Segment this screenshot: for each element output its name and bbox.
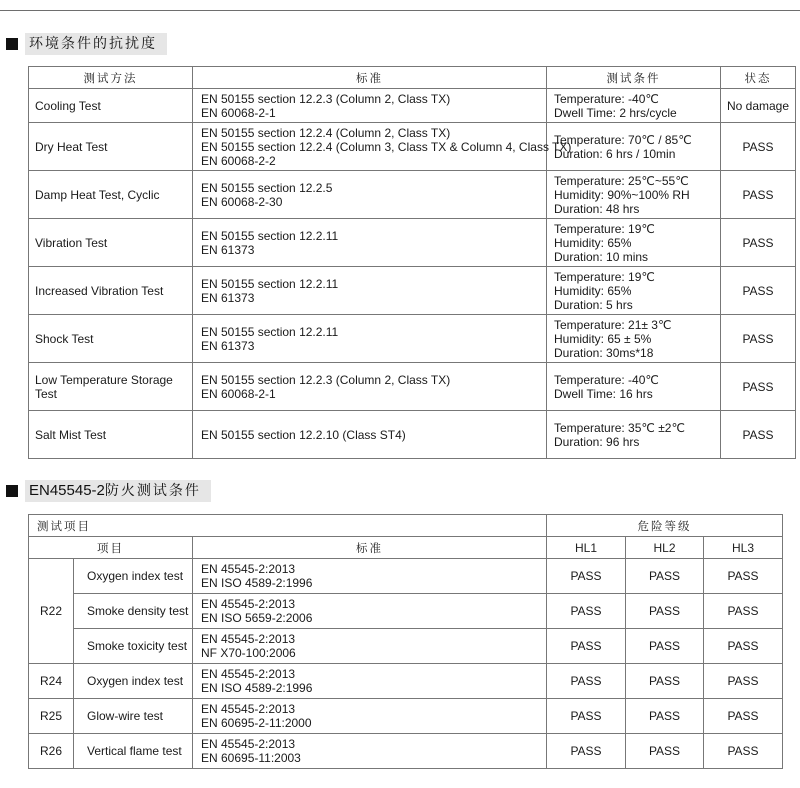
standard-line: EN 50155 section 12.2.10 (Class ST4) (201, 427, 406, 442)
standard-line: EN 50155 section 12.2.4 (Column 2, Class TX) (201, 125, 451, 140)
standard-line: EN 50155 section 12.2.11 (201, 276, 339, 291)
hl2-result: PASS (626, 559, 704, 594)
table-row (29, 267, 796, 315)
section-title: 环境条件的抗扰度 (25, 33, 167, 55)
test-item: Smoke toxicity test (74, 629, 193, 664)
fire-test-table (28, 514, 783, 769)
environment-table (28, 66, 796, 459)
test-item: Oxygen index test (74, 664, 193, 699)
standard-line: EN 61373 (201, 290, 255, 305)
standard-cell (193, 594, 547, 629)
header-test-method: 测试方法 (29, 67, 193, 89)
standard-line: EN ISO 5659-2:2006 (201, 611, 313, 625)
hl2-result: PASS (626, 664, 704, 699)
condition-line: Duration: 10 mins (554, 249, 649, 264)
condition-line: Duration: 5 hrs (554, 297, 633, 312)
hl3-result: PASS (704, 699, 783, 734)
section-title-prefix: EN45545-2 (29, 482, 105, 499)
standard-cell (193, 363, 547, 411)
test-name: Cooling Test (29, 89, 193, 123)
header-hazard-level: 危险等级 (547, 515, 783, 537)
standard-cell (193, 411, 547, 459)
standard-line: EN 50155 section 12.2.3 (Column 2, Class TX) (201, 91, 451, 106)
condition-line: Temperature: -40℃ (554, 372, 659, 387)
standard-cell (193, 171, 547, 219)
hl1-result: PASS (547, 594, 626, 629)
standard-line: EN 60695-11:2003 (201, 751, 301, 765)
test-name: Low Temperature Storage Test (29, 363, 193, 411)
status-cell: PASS (721, 315, 796, 363)
condition-line: Temperature: 35℃ ±2℃ (554, 420, 685, 435)
conditions-cell (547, 315, 721, 363)
hl2-result: PASS (626, 699, 704, 734)
condition-line: Duration: 48 hrs (554, 201, 640, 216)
conditions-cell (547, 123, 721, 171)
standard-line: EN 45545-2:2013 (201, 667, 296, 681)
condition-line: Humidity: 65% (554, 235, 632, 250)
table-row (29, 559, 783, 594)
table-row (29, 411, 796, 459)
header-hl2: HL2 (626, 537, 704, 559)
conditions-cell (547, 267, 721, 315)
test-name: Dry Heat Test (29, 123, 193, 171)
hl1-result: PASS (547, 629, 626, 664)
condition-line: Temperature: 70℃ / 85℃ (554, 132, 692, 147)
table-subheader-row (29, 537, 783, 559)
standard-line: EN 50155 section 12.2.3 (Column 2, Class TX) (201, 372, 451, 387)
test-item: Vertical flame test (74, 734, 193, 769)
hl1-result: PASS (547, 664, 626, 699)
group-code: R24 (29, 664, 74, 699)
standard-cell (193, 699, 547, 734)
condition-line: Dwell Time: 2 hrs/cycle (554, 105, 677, 120)
standard-cell (193, 664, 547, 699)
standard-line: EN ISO 4589-2:1996 (201, 681, 313, 695)
table-row (29, 363, 796, 411)
standard-line: EN 50155 section 12.2.11 (201, 228, 339, 243)
test-item: Oxygen index test (74, 559, 193, 594)
group-code: R22 (29, 559, 74, 664)
status-cell: PASS (721, 363, 796, 411)
status-cell: No damage (721, 89, 796, 123)
conditions-cell (547, 411, 721, 459)
table-row (29, 89, 796, 123)
table-header-row (29, 67, 796, 89)
standard-line: EN 60068-2-1 (201, 105, 276, 120)
square-bullet-icon (6, 38, 18, 50)
section-heading-fire (6, 480, 211, 502)
standard-line: EN 45545-2:2013 (201, 737, 296, 751)
status-cell: PASS (721, 267, 796, 315)
header-standard: 标准 (193, 537, 547, 559)
test-name: Shock Test (29, 315, 193, 363)
header-status: 状态 (721, 67, 796, 89)
hl1-result: PASS (547, 559, 626, 594)
hl2-result: PASS (626, 629, 704, 664)
square-bullet-icon (6, 485, 18, 497)
table-row (29, 699, 783, 734)
table-row (29, 219, 796, 267)
hl3-result: PASS (704, 734, 783, 769)
table-row (29, 171, 796, 219)
condition-line: Temperature: 19℃ (554, 269, 655, 284)
section-title (25, 480, 211, 502)
test-name: Increased Vibration Test (29, 267, 193, 315)
table-row (29, 123, 796, 171)
hl2-result: PASS (626, 594, 704, 629)
condition-line: Temperature: -40℃ (554, 91, 659, 106)
standard-line: EN 50155 section 12.2.11 (201, 324, 339, 339)
condition-line: Temperature: 21± 3℃ (554, 317, 672, 332)
header-hl3: HL3 (704, 537, 783, 559)
header-test-item: 测试项目 (29, 515, 547, 537)
standard-line: NF X70-100:2006 (201, 646, 296, 660)
group-code: R26 (29, 734, 74, 769)
table-row (29, 664, 783, 699)
condition-line: Duration: 6 hrs / 10min (554, 146, 676, 161)
condition-line: Dwell Time: 16 hrs (554, 386, 653, 401)
standard-line: EN 45545-2:2013 (201, 597, 296, 611)
hl1-result: PASS (547, 699, 626, 734)
standard-line: EN 60068-2-2 (201, 153, 276, 168)
standard-cell (193, 219, 547, 267)
test-name: Damp Heat Test, Cyclic (29, 171, 193, 219)
hl3-result: PASS (704, 559, 783, 594)
section-title-suffix: 防火测试条件 (104, 483, 201, 499)
conditions-cell (547, 219, 721, 267)
standard-cell (193, 559, 547, 594)
hl3-result: PASS (704, 664, 783, 699)
condition-line: Humidity: 90%~100% RH (554, 187, 690, 202)
standard-cell (193, 315, 547, 363)
header-item: 项目 (29, 537, 193, 559)
status-cell: PASS (721, 411, 796, 459)
standard-line: EN 45545-2:2013 (201, 702, 296, 716)
top-rule (0, 10, 800, 11)
standard-cell (193, 629, 547, 664)
conditions-cell (547, 363, 721, 411)
standard-cell (193, 123, 572, 171)
group-code: R25 (29, 699, 74, 734)
table-row (29, 629, 783, 664)
condition-line: Humidity: 65 ± 5% (554, 331, 652, 346)
section-heading-environment (6, 33, 167, 55)
header-test-conditions: 测试条件 (547, 67, 721, 89)
standard-line: EN ISO 4589-2:1996 (201, 576, 313, 590)
hl1-result: PASS (547, 734, 626, 769)
standard-cell (193, 734, 547, 769)
conditions-cell (547, 89, 721, 123)
test-name: Salt Mist Test (29, 411, 193, 459)
condition-line: Temperature: 19℃ (554, 221, 655, 236)
standard-line: EN 60068-2-1 (201, 386, 276, 401)
standard-line: EN 60068-2-30 (201, 194, 283, 209)
standard-line: EN 45545-2:2013 (201, 562, 296, 576)
standard-cell (193, 267, 547, 315)
standard-line: EN 50155 section 12.2.5 (201, 180, 333, 195)
standard-line: EN 50155 section 12.2.4 (Column 3, Class TX & Column 4, Class TX) (201, 139, 572, 154)
header-standard: 标准 (193, 67, 547, 89)
standard-line: EN 45545-2:2013 (201, 632, 296, 646)
condition-line: Duration: 30ms*18 (554, 345, 654, 360)
standard-line: EN 61373 (201, 242, 255, 257)
table-row (29, 734, 783, 769)
test-name: Vibration Test (29, 219, 193, 267)
table-header-row (29, 515, 783, 537)
table-row (29, 315, 796, 363)
status-cell: PASS (721, 171, 796, 219)
test-item: Smoke density test (74, 594, 193, 629)
status-cell: PASS (721, 219, 796, 267)
condition-line: Temperature: 25℃~55℃ (554, 173, 689, 188)
standard-line: EN 60695-2-11:2000 (201, 716, 312, 730)
test-item: Glow-wire test (74, 699, 193, 734)
standard-cell (193, 89, 547, 123)
condition-line: Duration: 96 hrs (554, 434, 640, 449)
standard-line: EN 61373 (201, 338, 255, 353)
conditions-cell (547, 171, 721, 219)
hl3-result: PASS (704, 629, 783, 664)
status-cell: PASS (721, 123, 796, 171)
condition-line: Humidity: 65% (554, 283, 632, 298)
hl2-result: PASS (626, 734, 704, 769)
header-hl1: HL1 (547, 537, 626, 559)
table-row (29, 594, 783, 629)
hl3-result: PASS (704, 594, 783, 629)
